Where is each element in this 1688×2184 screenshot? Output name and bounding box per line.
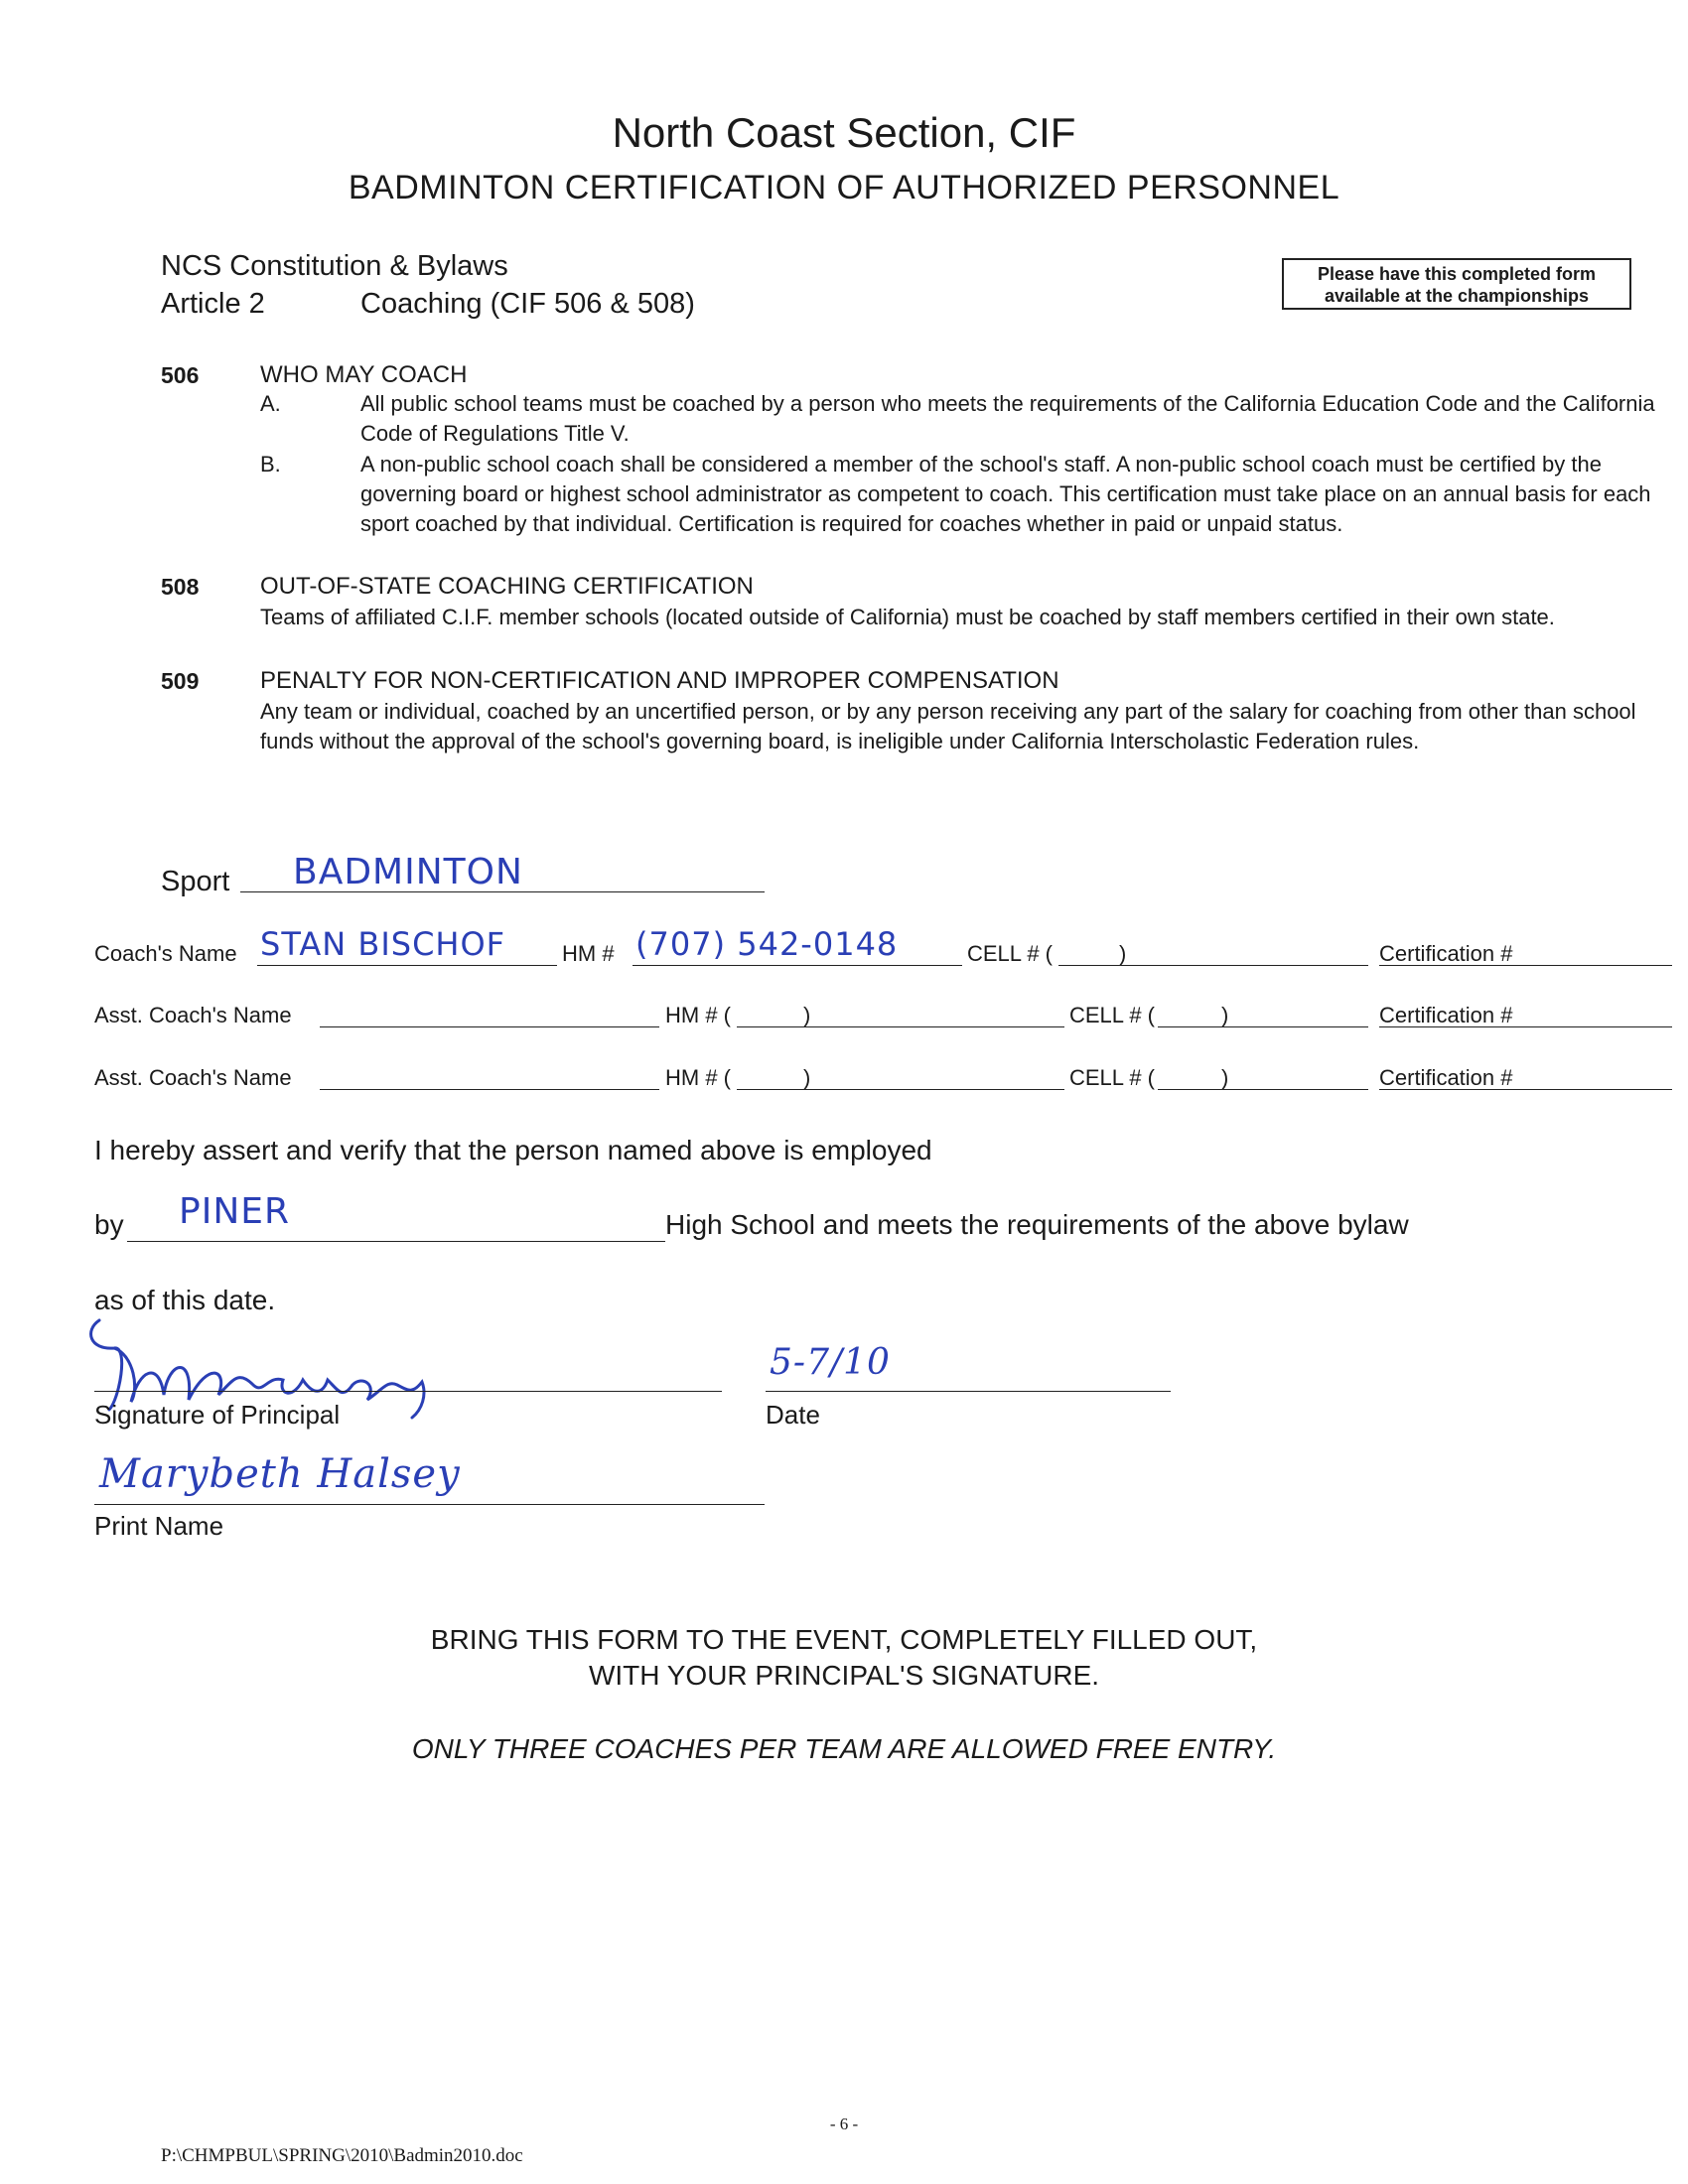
coach-name-value[interactable]: STAN BISCHOF bbox=[260, 925, 506, 963]
coach-cert-label: Certification # bbox=[1379, 941, 1513, 966]
footer-line2: WITH YOUR PRINCIPAL'S SIGNATURE. bbox=[588, 1660, 1100, 1691]
asst-1-cert-label: Certification # bbox=[1379, 1003, 1513, 1027]
footer-line1: BRING THIS FORM TO THE EVENT, COMPLETELY FILLED OUT, bbox=[430, 1624, 1258, 1655]
asst-2-cell-paren: ) bbox=[1221, 1065, 1229, 1090]
asst-2-hm-label: HM # ( bbox=[665, 1065, 731, 1090]
coach-cell-paren: ) bbox=[1119, 941, 1127, 966]
statement-line2: High School and meets the requirements of the above bylaw bbox=[665, 1209, 1409, 1240]
section-title-508: OUT-OF-STATE COACHING CERTIFICATION bbox=[260, 573, 754, 600]
statement-line1: I hereby assert and verify that the person named above is employed bbox=[94, 1135, 932, 1165]
coach-hm-line[interactable] bbox=[633, 965, 962, 966]
coach-name-line[interactable] bbox=[257, 965, 557, 966]
section-number-509: 509 bbox=[161, 668, 200, 694]
coach-hm-value[interactable]: (707) 542-0148 bbox=[635, 925, 899, 963]
asst-2-cert-line[interactable] bbox=[1379, 1089, 1672, 1090]
date-value[interactable]: 5-7/10 bbox=[770, 1342, 891, 1383]
section-text-509: Any team or individual, coached by an uncertified person, or by any person receiving any part of the salary for coaching from other than school funds without the approval of the school's governing board, is ineligible under California Interscholastic Federation rules. bbox=[260, 699, 1636, 753]
coach-name-label: Coach's Name bbox=[94, 941, 237, 966]
asst-coach-2-label: Asst. Coach's Name bbox=[94, 1065, 292, 1090]
coaching-label: Coaching (CIF 506 & 508) bbox=[360, 288, 695, 320]
asst-coach-1-label: Asst. Coach's Name bbox=[94, 1003, 292, 1027]
asst-2-cell-line[interactable] bbox=[1158, 1089, 1368, 1090]
asst-2-cell-label: CELL # ( bbox=[1069, 1065, 1156, 1090]
item-text-b: A non-public school coach shall be considered a member of the school's staff. A non-public school coach must be certified by the governing board or highest school administrator as competent to coach. This certification must take place on an annual basis for each sport coached by that individual. Certification is required for coaches whether in paid or unpaid status. bbox=[360, 452, 1651, 536]
asst-coach-2-line[interactable] bbox=[320, 1089, 659, 1090]
constitution-label: NCS Constitution & Bylaws bbox=[161, 250, 508, 282]
by-label: by bbox=[94, 1209, 124, 1240]
print-name-line[interactable] bbox=[94, 1504, 765, 1505]
coach-cell-line[interactable] bbox=[1058, 965, 1368, 966]
section-title-509: PENALTY FOR NON-CERTIFICATION AND IMPROPER COMPENSATION bbox=[260, 667, 1059, 694]
asst-2-hm-line[interactable] bbox=[737, 1089, 1064, 1090]
section-number-506: 506 bbox=[161, 362, 200, 388]
item-text-a: All public school teams must be coached by a person who meets the requirements of the California Education Code and the California Code of Regulations Title V. bbox=[360, 391, 1655, 446]
file-path: P:\CHMPBUL\SPRING\2010\Badmin2010.doc bbox=[161, 2145, 523, 2166]
article-label: Article 2 bbox=[161, 288, 265, 320]
print-name-value[interactable]: Marybeth Halsey bbox=[99, 1451, 461, 1497]
section-title-506: WHO MAY COACH bbox=[260, 361, 468, 388]
coach-hm-label: HM # bbox=[562, 941, 615, 966]
asst-1-cell-paren: ) bbox=[1221, 1003, 1229, 1027]
asst-coach-1-line[interactable] bbox=[320, 1026, 659, 1027]
asst-1-hm-line[interactable] bbox=[737, 1026, 1064, 1027]
item-letter-b: B. bbox=[260, 452, 281, 477]
sport-value[interactable]: BADMINTON bbox=[293, 852, 523, 892]
asst-1-cell-label: CELL # ( bbox=[1069, 1003, 1156, 1027]
sport-label: Sport bbox=[161, 866, 230, 897]
asst-1-hm-paren: ) bbox=[803, 1003, 811, 1027]
school-value[interactable]: PINER bbox=[179, 1191, 291, 1232]
item-letter-a: A. bbox=[260, 391, 281, 416]
notice-line2: available at the championships bbox=[1324, 286, 1590, 306]
page-number: - 6 - bbox=[829, 2115, 859, 2133]
statement-line3: as of this date. bbox=[94, 1285, 276, 1315]
page-subtitle: BADMINTON CERTIFICATION OF AUTHORIZED PERSONNEL bbox=[348, 169, 1340, 206]
asst-1-cert-line[interactable] bbox=[1379, 1026, 1672, 1027]
signature-line[interactable] bbox=[94, 1391, 722, 1392]
section-number-508: 508 bbox=[161, 574, 200, 600]
date-label: Date bbox=[766, 1400, 820, 1430]
coach-cell-label: CELL # ( bbox=[967, 941, 1054, 966]
signature-label: Signature of Principal bbox=[94, 1400, 341, 1430]
date-line[interactable] bbox=[766, 1391, 1171, 1392]
notice-line1: Please have this completed form bbox=[1317, 264, 1597, 284]
section-text-508: Teams of affiliated C.I.F. member schools (located outside of California) must be coached by staff members certified in their own state. bbox=[260, 605, 1555, 629]
coach-cert-line[interactable] bbox=[1379, 965, 1672, 966]
page-title: North Coast Section, CIF bbox=[612, 109, 1076, 156]
asst-1-cell-line[interactable] bbox=[1158, 1026, 1368, 1027]
asst-2-cert-label: Certification # bbox=[1379, 1065, 1513, 1090]
footer-line3: ONLY THREE COACHES PER TEAM ARE ALLOWED FREE ENTRY. bbox=[411, 1733, 1277, 1764]
asst-1-hm-label: HM # ( bbox=[665, 1003, 731, 1027]
print-name-label: Print Name bbox=[94, 1511, 224, 1541]
asst-2-hm-paren: ) bbox=[803, 1065, 811, 1090]
notice-box bbox=[1282, 258, 1631, 310]
school-line[interactable] bbox=[127, 1241, 665, 1242]
